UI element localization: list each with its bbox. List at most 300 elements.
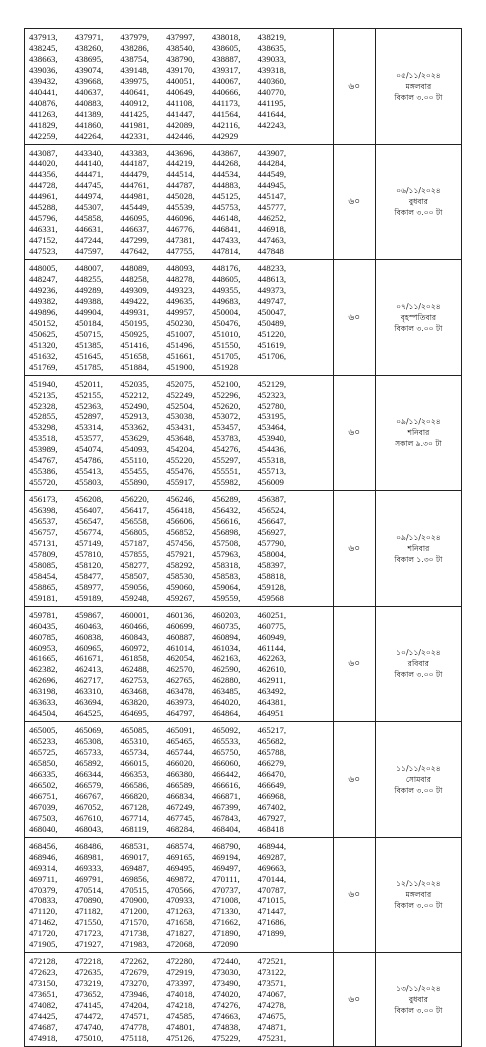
roll-number: 456289, [211,494,241,505]
roll-number: 446252, [257,213,287,224]
exam-time: বিকাল ৩.০০ টা [394,323,443,333]
roll-number: 454074, [74,444,104,455]
roll-number: 439432, [29,75,58,86]
roll-number: 457810, [74,548,104,559]
roll-number: 458477, [74,570,104,581]
exam-datetime-cell [375,29,461,145]
schedule-row [25,722,462,838]
roll-number: 469165, [166,851,195,862]
roll-number: 444945, [257,180,287,191]
roll-number: 463633, [29,697,58,708]
roll-number: 474472, [74,1011,104,1022]
roll-number: 473397, [166,978,195,989]
roll-number: 467052, [74,801,104,812]
roll-number: 462488, [120,664,149,675]
roll-number: 459248, [120,592,149,603]
roll-number: 438695, [74,53,104,64]
roll-number: 471927, [74,939,104,950]
roll-number: 443867, [211,147,241,158]
roll-number: 462570, [166,664,195,675]
roll-number: 447755, [166,246,195,257]
roll-number: 440360, [257,75,287,86]
roll-number: 449323, [166,284,195,295]
roll-number: 453989, [29,444,58,455]
roll-numbers-cell [25,837,334,953]
roll-number: 474018, [166,989,195,1000]
roll-number: 466820, [120,790,149,801]
roll-number: 465308, [74,736,104,747]
roll-number: 452323, [257,389,287,400]
roll-number: 439317, [211,64,241,75]
roll-number: 471182, [74,906,103,917]
roll-number: 472280, [166,956,195,967]
roll-number: 475010, [74,1032,104,1043]
roll-number: 455297, [211,455,241,466]
roll-number: 473150, [29,978,58,989]
roll-number: 471686, [257,917,287,928]
roll-number: 465217, [257,725,287,736]
roll-number: 465733, [74,747,104,758]
roll-number: 439318, [257,64,287,75]
candidate-count-cell: ৬০ [333,953,375,1047]
roll-number: 444728, [29,180,58,191]
roll-number: 452620, [211,400,241,411]
roll-number: 462413, [74,664,104,675]
roll-numbers-cell [25,722,334,838]
exam-datetime-cell [375,260,461,376]
roll-number: 471200, [120,906,149,917]
roll-number: 474204, [120,1000,149,1011]
roll-number: 453464, [257,422,287,433]
roll-number: 445858, [74,213,104,224]
roll-number: 444471, [74,169,104,180]
roll-number: 468040, [29,823,58,834]
roll-number: 438260, [74,42,104,53]
roll-number-list [25,838,333,953]
roll-number: 455551, [211,466,241,477]
roll-number: 475231, [257,1032,287,1043]
roll-number: 438605, [211,42,241,53]
roll-number: 438219, [257,32,287,42]
roll-number: 455413, [74,466,104,477]
roll-number: 467249, [166,801,195,812]
roll-number: 448605, [211,274,241,285]
roll-number: 458865, [29,581,58,592]
roll-number: 458004, [257,548,287,559]
roll-number-list [25,145,333,260]
roll-number: 459867, [74,609,104,620]
roll-number: 466751, [29,790,58,801]
roll-number: 450004, [211,306,241,317]
roll-number: 452363, [74,400,104,411]
roll-number: 471462, [29,917,58,928]
roll-number: 458292, [166,559,195,570]
roll-number: 465788, [257,747,287,758]
roll-number: 471263, [166,906,195,917]
roll-number: 468574, [166,840,195,851]
roll-number: 465069, [74,725,104,736]
roll-number: 444974, [74,191,104,202]
roll-number: 437971, [74,32,104,42]
roll-number: 441644, [257,108,287,119]
roll-number: 471570, [120,917,149,928]
roll-number: 439170, [166,64,195,75]
roll-number: 460435, [29,620,58,631]
roll-number: 472440, [211,956,241,967]
roll-number: 474675, [257,1011,287,1022]
exam-time: বিকাল ১.৩০ টা [394,554,443,564]
exam-day: বুধবার [408,197,428,207]
exam-day: শনিবার [407,543,430,553]
roll-number: 458977, [74,581,104,592]
roll-number: 470933, [166,895,195,906]
roll-number: 458085, [29,559,58,570]
roll-number: 462382, [29,664,58,675]
roll-number: 453038, [166,411,195,422]
roll-number: 446095, [120,213,149,224]
exam-day: বৃহস্পতিবার [400,312,437,322]
exam-day: বুধবার [408,995,428,1005]
roll-numbers-cell [25,491,334,607]
roll-number: 444787, [166,180,195,191]
roll-number: 466586, [120,779,149,790]
roll-number: 445147, [257,191,287,202]
roll-number: 472090 [211,939,239,950]
roll-number: 441981, [120,119,149,130]
roll-number: 442116, [211,119,241,130]
roll-number: 467610, [74,812,104,823]
roll-number: 444020, [29,158,58,169]
exam-date: ১২/১১/২০২৪ [396,879,441,889]
roll-number: 448613, [257,274,287,285]
roll-number: 450715, [74,328,104,339]
roll-number: 464951 [257,708,284,719]
roll-number: 452897, [74,411,104,422]
roll-number: 470379, [29,884,58,895]
roll-number: 457855, [120,548,149,559]
roll-number: 463198, [29,686,58,697]
roll-number: 444961, [29,191,58,202]
roll-number: 447381, [166,235,195,246]
roll-number: 452296, [211,389,241,400]
exam-datetime-cell [375,491,461,607]
roll-number: 448278, [166,274,195,285]
candidate-count-cell: ৬০ [333,260,375,376]
roll-number: 466502, [29,779,58,790]
roll-number: 468418 [257,823,284,834]
roll-number: 469495, [166,862,195,873]
roll-number: 453518, [29,433,58,444]
roll-number: 451632, [29,350,58,361]
roll-number: 456606, [166,516,195,527]
roll-number: 444761, [120,180,149,191]
roll-number: 456616, [211,516,241,527]
roll-number: 443907, [257,147,287,158]
roll-number: 467714, [120,812,149,823]
roll-number: 444549, [257,169,287,180]
roll-number: 441389, [74,108,104,119]
roll-number: 456558, [120,516,149,527]
roll-number: 462163, [211,653,241,664]
roll-number: 465092, [211,725,241,736]
roll-number: 458120, [74,559,104,570]
roll-number: 439668, [74,75,104,86]
exam-time: বিকাল ৩.০০ টা [394,785,443,795]
roll-number: 460843, [120,631,149,642]
roll-number: 444219, [166,158,195,169]
roll-number: 454276, [211,444,241,455]
roll-number: 444745, [74,180,104,191]
roll-number: 465233, [29,736,58,747]
roll-number: 470514, [74,884,104,895]
roll-number: 449289, [74,284,104,295]
roll-number: 444534, [211,169,241,180]
exam-date: ১১/১১/২০২৪ [396,763,441,773]
schedule-row [25,144,462,260]
roll-number: 453431, [166,422,195,433]
roll-number: 445539, [166,202,195,213]
roll-number: 473946, [120,989,149,1000]
roll-number: 445307, [74,202,104,213]
roll-number: 446096, [166,213,195,224]
roll-number: 438635, [257,42,287,53]
candidate-count-cell: ৬০ [333,375,375,491]
roll-number: 448005, [29,263,58,274]
roll-number: 452155, [74,389,104,400]
roll-number: 451416, [120,339,149,350]
roll-number: 474067, [257,989,287,1000]
roll-number: 465682, [257,736,287,747]
roll-number: 450925, [120,328,149,339]
roll-number: 451010, [211,328,241,339]
exam-day: মঙ্গলবার [405,890,432,900]
roll-number: 445125, [211,191,241,202]
roll-number: 439148, [120,64,149,75]
roll-number: 447597, [74,246,104,257]
roll-number: 465310, [120,736,149,747]
roll-number: 459060, [166,581,195,592]
roll-number: 458277, [120,559,149,570]
roll-number: 444140, [74,158,104,169]
roll-number: 439074, [74,64,104,75]
roll-number: 441564, [211,108,241,119]
roll-number: 466380, [166,769,195,779]
roll-number: 474278, [257,1000,287,1011]
roll-number: 474687, [29,1021,58,1032]
roll-number: 444356, [29,169,58,180]
roll-number: 453577, [74,433,104,444]
roll-number: 463492, [257,686,287,697]
roll-number: 458530, [166,570,195,581]
roll-number: 471015, [257,895,287,906]
roll-number: 466020, [166,758,195,769]
roll-number: 442929 [211,130,239,141]
roll-number: 459267, [166,592,195,603]
schedule-row [25,953,462,1047]
roll-number: 442259, [29,130,58,141]
roll-number: 447299, [120,235,149,246]
roll-number: 451550, [211,339,241,350]
roll-number: 449931, [120,306,149,317]
roll-number: 440441, [29,86,58,97]
roll-number: 438754, [120,53,149,64]
roll-number: 470833, [29,895,58,906]
roll-number: 443087, [29,147,58,158]
roll-number: 449355, [211,284,241,295]
roll-number: 469017, [120,851,149,862]
roll-number: 446148, [211,213,241,224]
roll-number: 456208, [74,494,104,505]
roll-number: 451769, [29,361,58,372]
roll-number: 438540, [166,42,195,53]
roll-number: 449309, [120,284,149,295]
exam-datetime-cell [375,375,461,491]
roll-number: 472262, [120,956,149,967]
roll-number: 454093, [120,444,149,455]
roll-number: 446841, [211,224,241,235]
roll-numbers-cell [25,606,334,722]
roll-number: 469711, [29,873,58,884]
schedule-row [25,260,462,376]
roll-number: 465005, [29,725,58,736]
exam-date: ১০/১১/২০২৪ [396,648,441,658]
roll-number: 452328, [29,400,58,411]
roll-number: 474425, [29,1011,58,1022]
roll-number: 463310, [74,686,104,697]
roll-number: 468531, [120,840,149,851]
roll-number: 470890, [74,895,104,906]
roll-number: 462610, [257,664,287,675]
roll-number: 465750, [211,747,241,758]
schedule-table-body [25,29,462,1047]
roll-number: 463485, [211,686,241,697]
roll-number: 451496, [166,339,195,350]
roll-number: 452855, [29,411,58,422]
roll-number: 443383, [120,147,149,158]
roll-number: 448089, [120,263,149,274]
roll-number: 450230, [166,317,195,328]
roll-number: 455476, [166,466,195,477]
roll-number: 466871, [211,790,241,801]
roll-number: 469333, [74,862,104,873]
roll-number: 438286, [120,42,149,53]
roll-number: 457790, [257,537,287,548]
roll-number: 442446, [166,130,195,141]
roll-number: 470144, [257,873,287,884]
roll-number: 470900, [120,895,149,906]
roll-number: 459064, [211,581,241,592]
roll-number: 451785, [74,361,104,372]
roll-number: 472635, [74,967,104,978]
roll-number: 474663, [211,1011,241,1022]
roll-number: 441195, [257,97,286,108]
exam-date: ০৬/১১/২০২৪ [396,186,441,196]
roll-number: 441108, [166,97,195,108]
roll-number: 464864, [211,708,241,719]
roll-number: 474218, [166,1000,195,1011]
roll-number: 462054, [166,653,195,664]
roll-number: 456407, [74,505,104,516]
candidate-count-cell: ৬০ [333,144,375,260]
roll-number: 455917, [166,477,195,488]
roll-number: 438245, [29,42,58,53]
roll-number: 448176, [211,263,241,274]
roll-number: 438018, [211,32,241,42]
roll-numbers-cell [25,375,334,491]
roll-number: 460699, [166,620,195,631]
roll-number: 456537, [29,516,58,527]
exam-date: ০৭/১১/২০২৪ [396,301,441,311]
roll-number: 449957, [166,306,195,317]
roll-numbers-cell [25,29,334,145]
roll-number: 437997, [166,32,195,42]
roll-number: 446331, [29,224,58,235]
roll-number: 456398, [29,505,58,516]
roll-number: 456246, [166,494,195,505]
roll-number: 460953, [29,642,58,653]
roll-number: 441173, [211,97,241,108]
exam-day: শনিবার [407,428,430,438]
roll-number: 455455, [120,466,149,477]
roll-number: 460466, [120,620,149,631]
roll-number: 440641, [120,86,149,97]
roll-number: 456524, [257,505,287,516]
roll-number: 472068, [166,939,195,950]
schedule-row [25,29,462,145]
roll-number: 446637, [120,224,149,235]
roll-number: 456220, [120,494,149,505]
exam-date: ০৫/১১/২০২৪ [396,70,441,80]
exam-datetime-cell [375,144,461,260]
roll-number: 450047, [257,306,287,317]
exam-date: ০৯/১১/২০২৪ [396,417,441,427]
roll-number: 450476, [211,317,241,328]
roll-number: 456418, [166,505,195,516]
roll-number: 465725, [29,747,58,758]
schedule-row [25,375,462,491]
roll-number: 471008, [211,895,241,906]
roll-number: 474082, [29,1000,58,1011]
roll-number: 456757, [29,526,58,537]
roll-number: 445288, [29,202,58,213]
roll-number: 448247, [29,274,58,285]
roll-number: 464525, [74,708,104,719]
roll-number: 447463, [257,235,287,246]
roll-number: 456774, [74,526,104,537]
roll-number: 469497, [211,862,241,873]
roll-number: 449747, [257,295,287,306]
roll-number: 474838, [211,1021,241,1032]
roll-number: 456432, [211,505,241,516]
roll-number: 465533, [211,736,241,747]
roll-number: 439975, [120,75,149,86]
roll-number: 469872, [166,873,195,884]
roll-number: 473270, [120,978,149,989]
roll-number: 465850, [29,758,58,769]
roll-number: 440876, [29,97,58,108]
roll-number: 471720, [29,928,58,939]
roll-number: 460838, [74,631,104,642]
roll-number: 464504, [29,708,58,719]
roll-number: 450625, [29,328,58,339]
roll-number: 458397, [257,559,287,570]
exam-time: বিকাল ৩.০০ টা [394,670,443,680]
roll-number: 442331, [120,130,149,141]
roll-number: 452035, [120,378,149,389]
roll-number: 461014, [166,642,195,653]
roll-number: 469663, [257,862,287,873]
roll-number: 457456, [166,537,195,548]
